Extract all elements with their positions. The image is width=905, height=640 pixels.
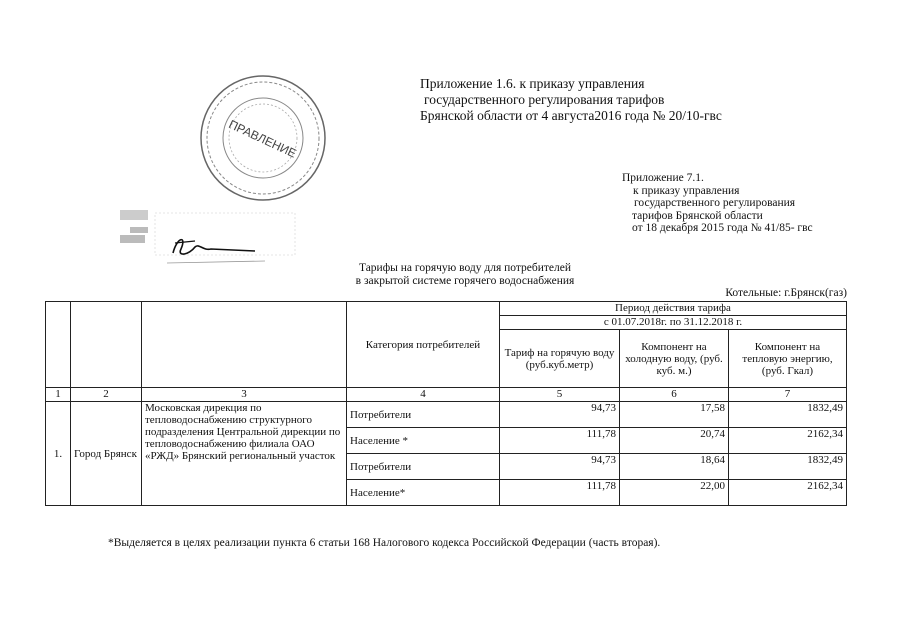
row-heat: 2162,34 [729, 428, 847, 454]
row-category: Потребители [347, 402, 500, 428]
row-cold: 20,74 [620, 428, 729, 454]
col-number: 2 [71, 388, 142, 402]
secondary-header-line3: государственного регулирования [634, 197, 796, 210]
secondary-header-line1: Приложение 7.1. [622, 172, 704, 184]
col-number: 3 [142, 388, 347, 402]
header-category: Категория потребителей [347, 302, 500, 388]
main-header-line3: Брянской области от 4 августа2016 года № 20/10-гвс [420, 108, 722, 123]
row-cold: 22,00 [620, 480, 729, 506]
row-city: Город Брянск [71, 402, 142, 506]
row-number: 1. [46, 402, 71, 506]
secondary-header-line2: к приказу управления [633, 184, 740, 197]
row-cold: 18,64 [620, 454, 729, 480]
col-number: 7 [729, 388, 847, 402]
row-tariff: 94,73 [500, 402, 620, 428]
main-header [420, 76, 722, 124]
document-title [330, 262, 600, 287]
tariff-table [45, 301, 847, 506]
row-category: Население * [347, 428, 500, 454]
row-heat: 1832,49 [729, 402, 847, 428]
header-dates: с 01.07.2018г. по 31.12.2018 г. [500, 316, 847, 330]
title-line2: в закрытой системе горячего водоснабжения [355, 274, 575, 287]
col-number: 1 [46, 388, 71, 402]
secondary-header-line4: тарифов Брянской области [632, 209, 763, 222]
row-heat: 1832,49 [729, 454, 847, 480]
row-tariff: 111,78 [500, 428, 620, 454]
row-tariff: 94,73 [500, 454, 620, 480]
main-header-line2: государственного регулирования тарифов [424, 92, 665, 107]
table-row [46, 402, 847, 428]
footnote: *Выделяется в целях реализации пункта 6 статьи 168 Налогового кодекса Российской Федерации (часть вторая). [108, 537, 661, 549]
main-header-line1: Приложение 1.6. к приказу управления [420, 76, 645, 91]
header-heat-energy: Компонент на тепловую энергию, (руб. Гкал) [729, 330, 847, 388]
row-organization: Московская дирекция по тепловодоснабжению структурного подразделения Центральной дирекции по тепловодоснабжению филиала ОАО «РЖД» Брянский региональный участок [142, 402, 347, 506]
header-tariff: Тариф на горячую воду (руб.куб.метр) [500, 330, 620, 388]
signature [115, 205, 305, 275]
header-cold-water: Компонент на холодную воду, (руб. куб. м.) [620, 330, 729, 388]
row-tariff: 111,78 [500, 480, 620, 506]
secondary-header [622, 172, 813, 235]
secondary-header-line5: от 18 декабря 2015 года № 41/85- гвс [632, 222, 813, 235]
header-row [46, 302, 847, 316]
official-stamp [198, 73, 328, 203]
row-category: Потребители [347, 454, 500, 480]
row-cold: 17,58 [620, 402, 729, 428]
header-period: Период действия тарифа [500, 302, 847, 316]
col-number: 4 [347, 388, 500, 402]
column-numbers-row [46, 388, 847, 402]
col-number: 6 [620, 388, 729, 402]
stamp-text: ПРАВЛЕНИЕ [226, 117, 299, 161]
row-category: Население* [347, 480, 500, 506]
boiler-label: Котельные: г.Брянск(газ) [725, 287, 847, 299]
col-number: 5 [500, 388, 620, 402]
row-heat: 2162,34 [729, 480, 847, 506]
title-line1: Тарифы на горячую воду для потребителей [358, 262, 572, 274]
